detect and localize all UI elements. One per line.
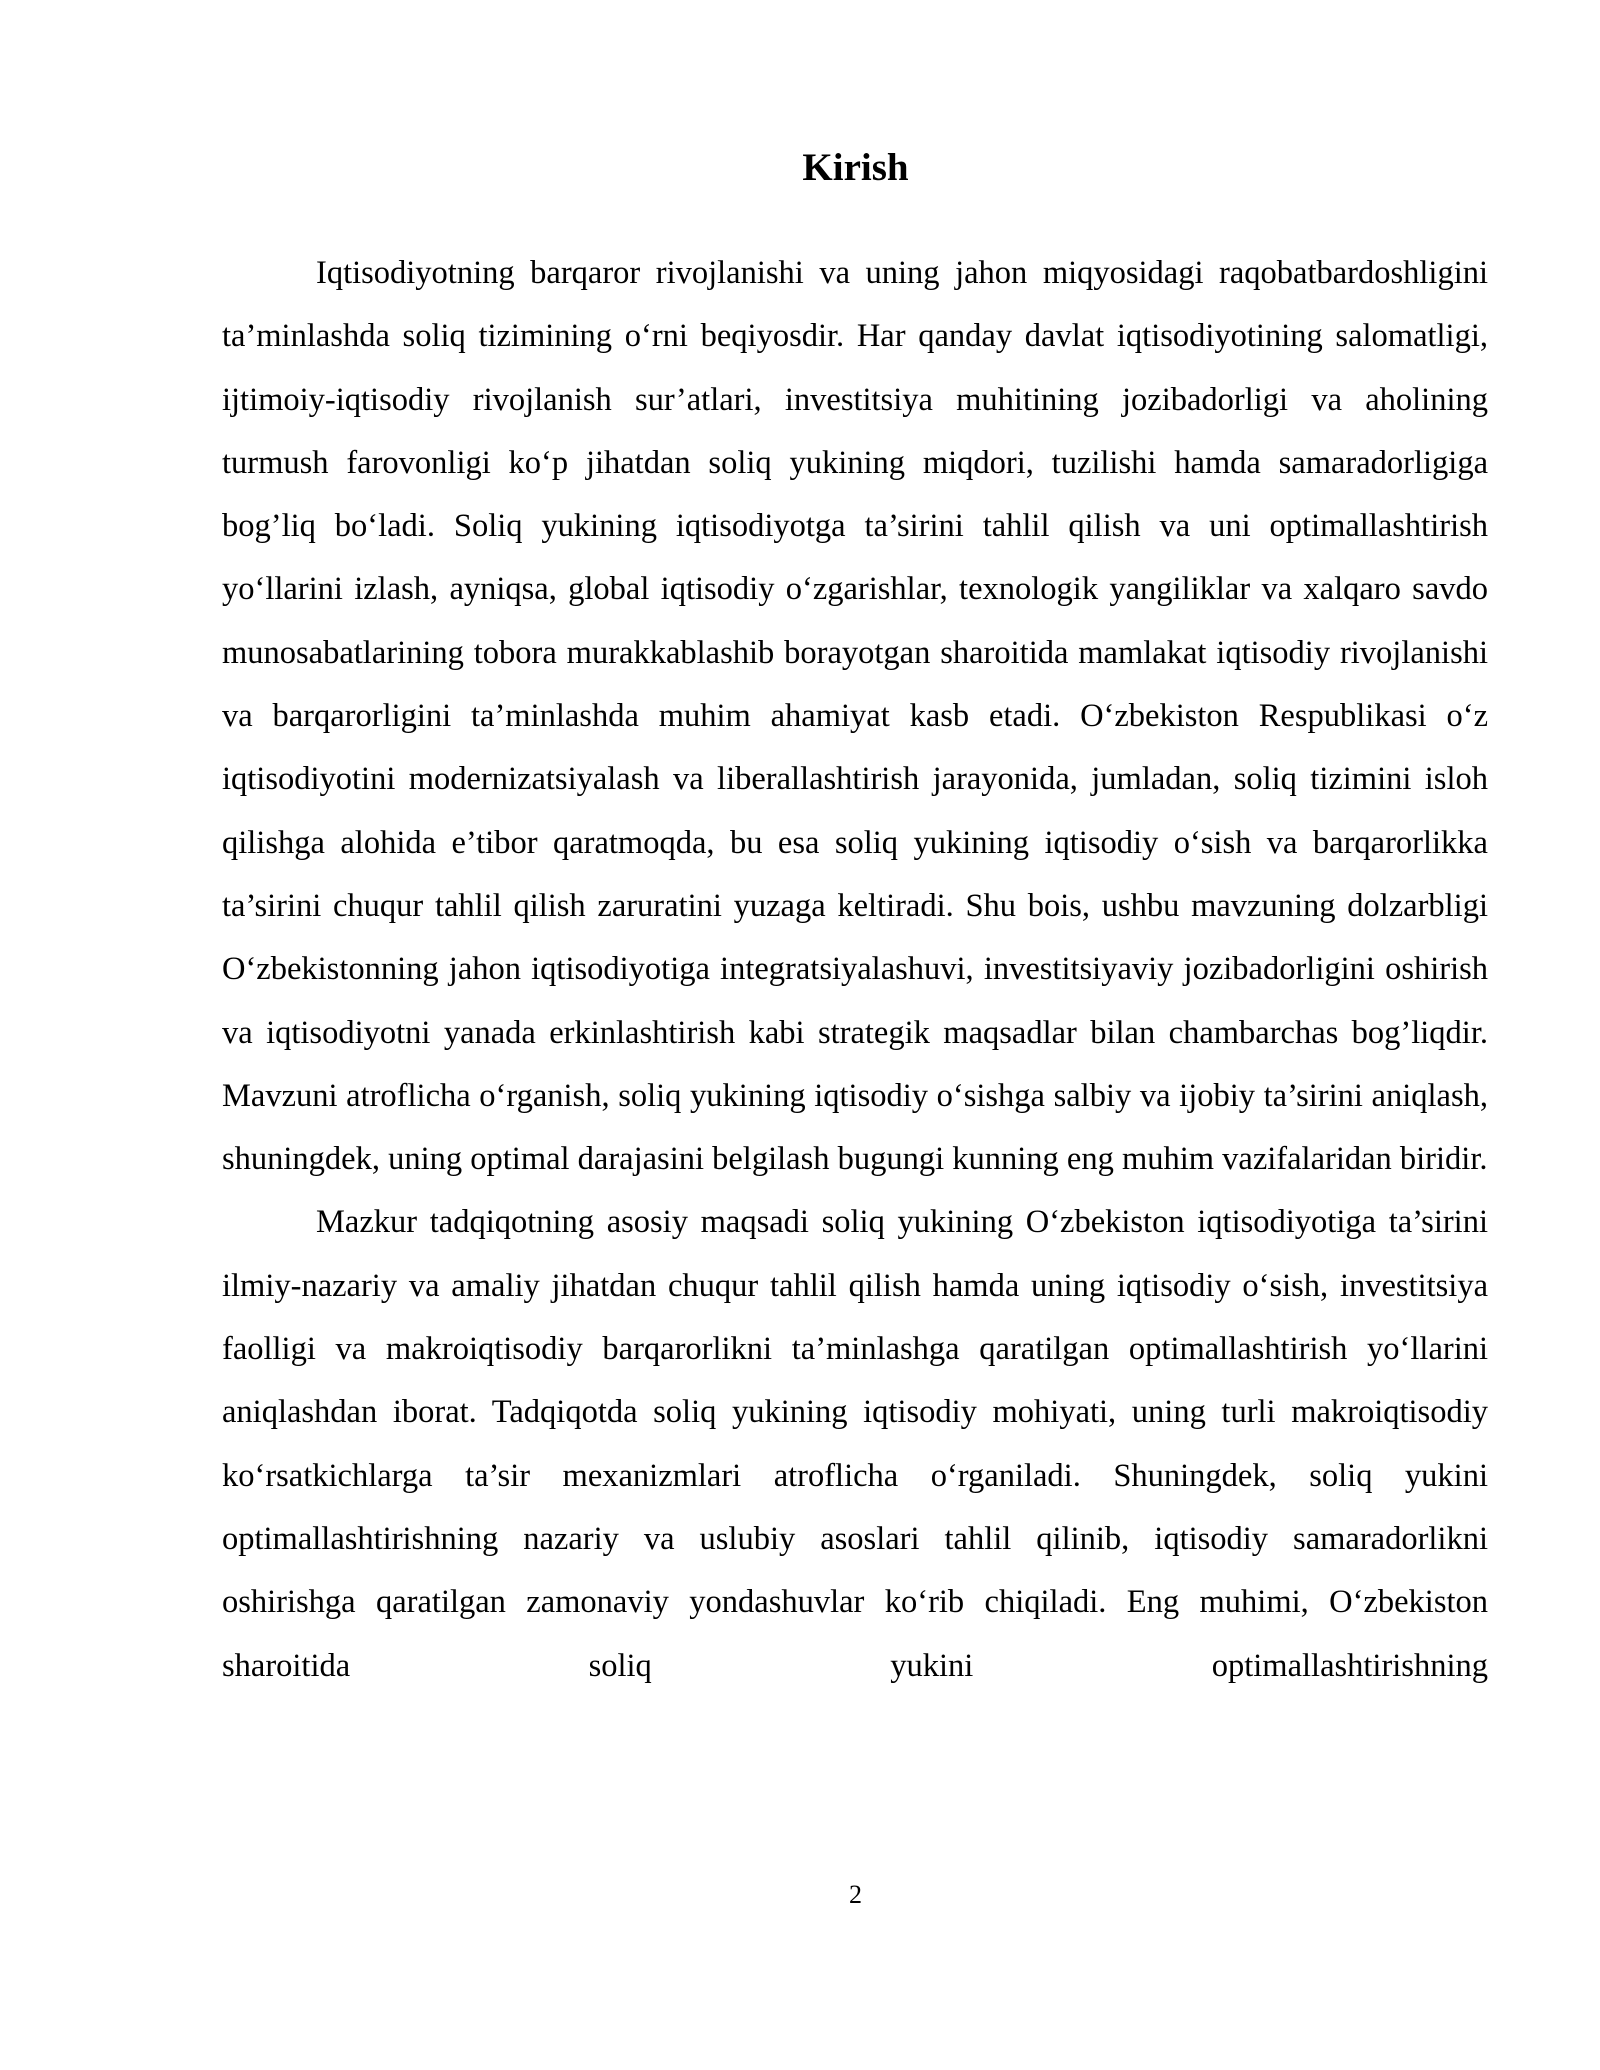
body-text	[222, 242, 1488, 1698]
page-number: 2	[849, 1880, 862, 1909]
paragraph-2: Mazkur tadqiqotning asosiy maqsadi soliq yukining O‘zbekiston iqtisodiyotiga ta’sirini ilmiy-nazariy va amaliy jihatdan chuqur tahlil qilish hamda uning iqtisodiy o‘sish, investitsiya faolligi va makroiqtisodiy barqarorlikni ta’minlashga qaratilgan optimallashtirish yo‘llarini aniqlashdan iborat. Tadqiqotda soliq yukining iqtisodiy mohiyati, uning turli makroiqtisodiy ko‘rsatkichlarga ta’sir mexanizmlari atroflicha o‘rganiladi. Shuningdek, soliq yukini optimallashtirishning nazariy va uslubiy asoslari tahlil qilinib, iqtisodiy samaradorlikni oshirishga qaratilgan zamonaviy yondashuvlar ko‘rib chiqiladi. Eng muhimi, O‘zbekiston sharoitida soliq yukini optimallashtirishning	[222, 1204, 1488, 1684]
page-title: Kirish	[802, 146, 909, 189]
paragraph-1: Iqtisodiyotning barqaror rivojlanishi va uning jahon miqyosidagi raqobatbardoshligini ta’minlashda soliq tizimining o‘rni beqiyosdir. Har qanday davlat iqtisodiyotining salomatligi, ijtimoiy-iqtisodiy rivojlanish sur’atlari, investitsiya muhitining jozibadorligi va aholining turmush farovonligi ko‘p jihatdan soliq yukining miqdori, tuzilishi hamda samaradorligiga bog’liq bo‘ladi. Soliq yukining iqtisodiyotga ta’sirini tahlil qilish va uni optimallashtirish yo‘llarini izlash, ayniqsa, global iqtisodiy o‘zgarishlar, texnologik yangiliklar va xalqaro savdo munosabatlarining tobora murakkablashib borayotgan sharoitida mamlakat iqtisodiy rivojlanishi va barqarorligini ta’minlashda muhim ahamiyat kasb etadi. O‘zbekiston Respublikasi o‘z iqtisodiyotini modernizatsiyalash va liberallashtirish jarayonida, jumladan, soliq tizimini isloh qilishga alohida e’tibor qaratmoqda, bu esa soliq yukining iqtisodiy o‘sish va barqarorlikka ta’sirini chuqur tahlil qilish zaruratini yuzaga keltiradi. Shu bois, ushbu mavzuning dolzarbligi O‘zbekistonning jahon iqtisodiyotiga integratsiyalashuvi, investitsiyaviy jozibadorligini oshirish va iqtisodiyotni yanada erkinlashtirish kabi strategik maqsadlar bilan chambarchas bog’liqdir. Mavzuni atroflicha o‘rganish, soliq yukining iqtisodiy o‘sishga salbiy va ijobiy ta’sirini aniqlash, shuningdek, uning optimal darajasini belgilash bugungi kunning eng muhim vazifalaridan biridir.	[222, 255, 1488, 1178]
